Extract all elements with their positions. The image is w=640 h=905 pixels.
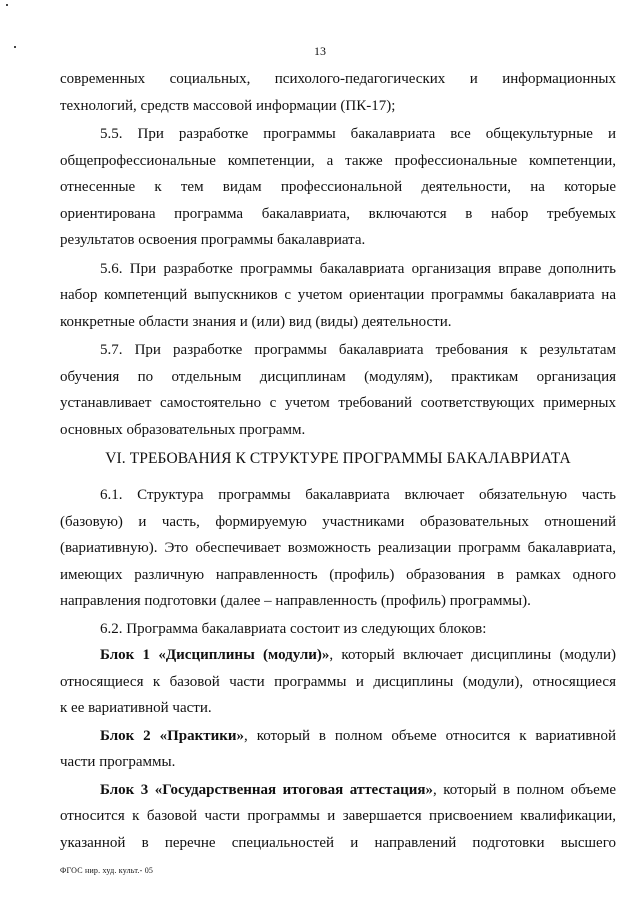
block-1-title: Блок 1 «Дисциплины (модули)» [100,647,330,663]
paragraph-5-5-line: результатов освоения программы бакалавриата. [60,232,366,248]
paragraph-5-6-line: конкретные области знания и (или) вид (виды) деятельности. [60,313,452,330]
paragraph-5-7-line: основных образовательных программ. [60,421,306,438]
paragraph-5-5-line: 5.5. При разработке программы бакалавриата все общекультурные и [100,126,616,142]
paragraph-line: технологий, средств массовой информации (ПК-17); [60,97,396,114]
paragraph-6-1-line: направления подготовки (далее – направленность (профиль) программы). [60,593,531,609]
block-2-text: , который в полном объеме относится к вариативной [244,727,616,744]
block-2-line [60,723,616,750]
paragraph-6-2: 6.2. Программа бакалавриата состоит из следующих блоков: [100,620,487,637]
paragraph-5-5-line: ориентирована программа бакалавриата, включаются в набор требуемых [60,205,616,222]
paragraph-6-1-line: (базовую) и часть, формируемую участниками образовательных отношений [60,513,616,530]
paragraph-5-5-line: общепрофессиональные компетенции, а также профессиональные компетенции, [60,152,616,169]
block-3-line [60,777,616,804]
block-3-line: относится к базовой части программы и завершается присвоением квалификации, [60,808,616,824]
paragraph-5-7-line: обучения по отдельным дисциплинам (модулям), практикам организация [60,368,616,385]
block-2-title: Блок 2 «Практики» [100,727,245,744]
top-text-block [60,66,616,443]
footer-note: ФГОС нир. худ. культ.- 05 [60,866,154,875]
section-heading: VI. ТРЕБОВАНИЯ К СТРУКТУРЕ ПРОГРАММЫ БАКАЛАВРИАТА [105,450,571,467]
paragraph-6-1-line: имеющих различную направленность (профиль) образования в рамках одного [60,566,616,583]
paragraph-5-6-line: набор компетенций выпускников с учетом ориентации программы бакалавриата на [60,287,616,303]
bottom-text-block [60,482,616,856]
block-1-line: относящиеся к базовой части программы и дисциплины (модули), относящиеся [60,673,616,690]
paragraph-5-5-line: отнесенные к тем видам профессиональной деятельности, на которые [60,179,616,195]
paragraph-6-1-line: 6.1. Структура программы бакалавриата включает обязательную часть [100,487,616,503]
paragraph-line: современных социальных, психолого-педагогических и информационных [60,71,616,87]
block-3-text: , который в полном объеме [433,781,616,798]
block-3-title: Блок 3 «Государственная итоговая аттестация» [100,781,434,798]
paragraph-5-7-line: 5.7. При разработке программы бакалавриата требования к результатам [100,342,616,358]
scan-mark-top [6,4,8,6]
block-1-line: к ее вариативной части. [60,700,212,716]
block-1-line [60,642,616,669]
paragraph-6-1-line: (вариативную). Это обеспечивает возможность реализации программ бакалавриата, [60,540,616,556]
block-1-text: , который включает дисциплины (модули) [329,647,616,663]
paragraph-5-7-line: устанавливает самостоятельно с учетом требований соответствующих примерных [60,395,616,411]
block-3-line: указанной в перечне специальностей и направлений подготовки высшего [60,834,616,851]
block-2-line: части программы. [60,754,176,770]
paragraph-5-6-line: 5.6. При разработке программы бакалавриата организация вправе дополнить [100,260,616,277]
page-number: 13 [314,44,326,58]
